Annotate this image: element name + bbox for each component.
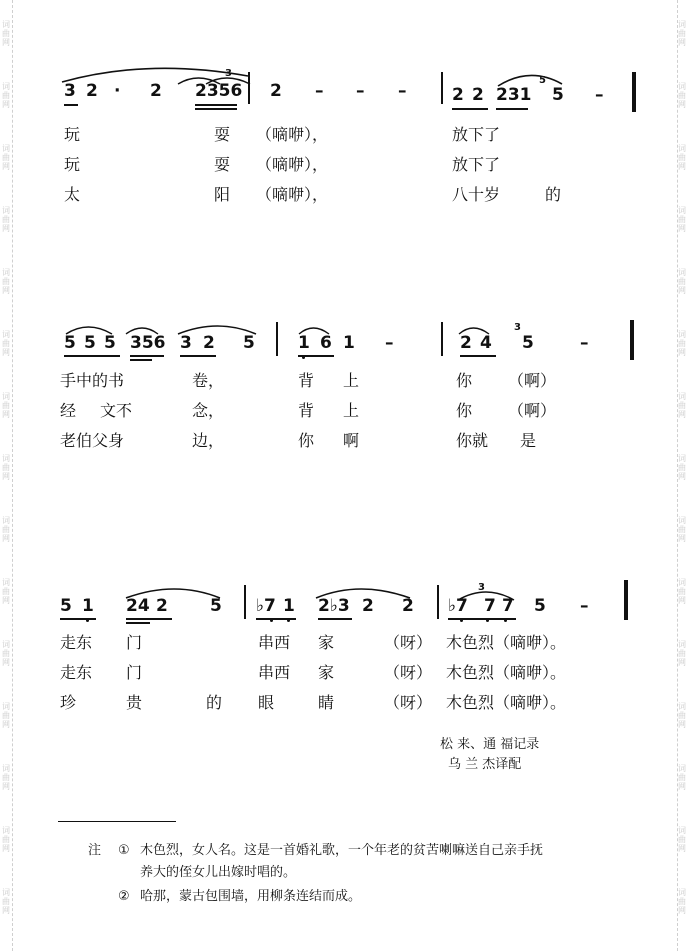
watermark-text: 词 曲 网 [2, 702, 10, 729]
watermark-text: 词 曲 网 [678, 640, 686, 667]
lyric: （啊） [508, 401, 557, 420]
grace-note: 3 [225, 68, 232, 79]
barline [632, 72, 636, 112]
lyric: （嘀咿）， [256, 185, 329, 204]
note: 5 [104, 333, 116, 353]
watermark-text: 词 曲 网 [2, 640, 10, 667]
lyric: 你就 [456, 431, 489, 450]
note: 5 [243, 333, 255, 353]
note: ♭7 [256, 596, 276, 616]
lyric: 边， [192, 431, 225, 450]
footnote-1-marker: ① [118, 843, 130, 858]
underline [496, 108, 528, 110]
underline [126, 618, 172, 620]
watermark-text: 词 曲 网 [678, 268, 686, 295]
watermark-text: 词 曲 网 [678, 516, 686, 543]
note: 1 [82, 596, 94, 616]
watermark-text: 词 曲 网 [678, 454, 686, 481]
footnote-1: 木色烈，女人名。这是一首婚礼歌，一个年老的贫苦喇嘛送自己亲手抚 [140, 843, 544, 858]
lyric: 你 [456, 371, 473, 390]
watermark-text: 词 曲 网 [678, 144, 686, 171]
lyric: （嘀咿）， [256, 125, 329, 144]
lyric: （呀） [384, 663, 433, 682]
watermark-text: 词 曲 网 [2, 82, 10, 109]
dash: – [315, 81, 324, 101]
underline [318, 618, 352, 620]
lyric: 经 [60, 401, 77, 420]
lyric: 念， [192, 401, 225, 420]
lyric: 睛 [318, 693, 335, 712]
lyric: 手中的书 [60, 371, 125, 390]
lyric: 老伯父身 [60, 431, 125, 450]
lyric: 是 [520, 431, 537, 450]
lyric: 上 [343, 371, 360, 390]
note: 2 [203, 333, 215, 353]
lyric: 木色烈（嘀咿）。 [446, 633, 567, 652]
note: 5 [534, 596, 546, 616]
watermark-text: 词 曲 网 [678, 578, 686, 605]
footnote-1-cont: 养大的侄女儿出嫁时唱的。 [140, 865, 297, 880]
watermark-text: 词 曲 网 [2, 330, 10, 357]
footnote-2-marker: ② [118, 889, 130, 904]
watermark-text: 词 曲 网 [678, 330, 686, 357]
lyric: 眼 [258, 693, 275, 712]
lyric: 文不 [100, 401, 133, 420]
note-group: 356 [130, 333, 166, 353]
barline [630, 320, 634, 360]
underline [448, 618, 516, 620]
watermark-text: 词 曲 网 [2, 20, 10, 47]
note: 1 [283, 596, 295, 616]
lyric: 串西 [258, 663, 291, 682]
lyric: 走东 [60, 663, 93, 682]
barline [441, 322, 443, 356]
lyric: 珍 [60, 693, 77, 712]
lyric: 啊 [343, 431, 360, 450]
lyric: 阳 [214, 185, 231, 204]
barline [276, 322, 278, 356]
footnote-label: 注 [88, 843, 102, 858]
underline [452, 108, 488, 110]
underline [64, 355, 120, 357]
note: 6 [320, 333, 332, 353]
lyric: 的 [545, 185, 562, 204]
note: 2 [362, 596, 374, 616]
barline [437, 585, 439, 619]
lyric: （啊） [508, 371, 557, 390]
lyric: 背 [298, 401, 315, 420]
underline [460, 355, 496, 357]
grace-note: 3 [514, 322, 521, 333]
note: 5 [552, 85, 564, 105]
credit-recorded-by: 松 来、通 福记录 [440, 737, 540, 752]
note: 2 [460, 333, 472, 353]
watermark-text: 词 曲 网 [678, 826, 686, 853]
footnote-2: 哈那，蒙古包围墙，用柳条连结而成。 [140, 889, 362, 904]
watermark-text: 词 曲 网 [2, 826, 10, 853]
lyric: （嘀咿）， [256, 155, 329, 174]
note: 5 [64, 333, 76, 353]
grace-note: 5 [539, 75, 546, 86]
lyric: 串西 [258, 633, 291, 652]
lyric: 木色烈（嘀咿）。 [446, 693, 567, 712]
note: 2 [452, 85, 464, 105]
credit-translated-by: 乌 兰 杰译配 [448, 757, 522, 772]
dash: – [356, 81, 365, 101]
dash: – [385, 333, 394, 353]
lyric: 木色烈（嘀咿）。 [446, 663, 567, 682]
watermark-text: 词 曲 网 [678, 82, 686, 109]
watermark-text: 词 曲 网 [678, 888, 686, 915]
lyric: 玩 [64, 155, 81, 174]
note: 1 [298, 333, 310, 353]
watermark-text: 词 曲 网 [2, 268, 10, 295]
note-group: 24 [126, 596, 150, 616]
lyric: （呀） [384, 693, 433, 712]
dash: – [398, 81, 407, 101]
lyric: 耍 [214, 155, 231, 174]
dash: – [580, 596, 589, 616]
barline [248, 72, 250, 104]
watermark-text: 词 曲 网 [2, 454, 10, 481]
underline [195, 104, 237, 106]
note: 2 [270, 81, 282, 101]
note: ♭7 [448, 596, 468, 616]
note: 2 [156, 596, 168, 616]
note-group: 2♭3 [318, 596, 350, 616]
underline [130, 359, 152, 361]
footnote-divider [58, 821, 176, 822]
underline [60, 618, 96, 620]
lyric: 贵 [126, 693, 143, 712]
lyric: 家 [318, 633, 335, 652]
lyric: 走东 [60, 633, 93, 652]
lyric: 你 [298, 431, 315, 450]
underline [256, 618, 296, 620]
lyric: 门 [126, 663, 143, 682]
note: 3 [64, 81, 76, 101]
watermark-text: 词 曲 网 [2, 888, 10, 915]
note: 7 [502, 596, 514, 616]
watermark-text: 词 曲 网 [2, 764, 10, 791]
note: 7 [484, 596, 496, 616]
watermark-text: 词 曲 网 [2, 206, 10, 233]
lyric: （呀） [384, 633, 433, 652]
lyric: 你 [456, 401, 473, 420]
underline [298, 355, 334, 357]
lyric: 上 [343, 401, 360, 420]
barline [244, 585, 246, 619]
underline [195, 108, 237, 110]
watermark-text: 词 曲 网 [2, 144, 10, 171]
watermark-text: 词 曲 网 [678, 702, 686, 729]
note: 5 [84, 333, 96, 353]
note: 2 [472, 85, 484, 105]
dash: – [595, 85, 604, 105]
note: 3 [180, 333, 192, 353]
barline [441, 72, 443, 104]
lyric: 家 [318, 663, 335, 682]
lyric: 耍 [214, 125, 231, 144]
note: 2 [86, 81, 98, 101]
watermark-text: 词 曲 网 [678, 20, 686, 47]
underline [64, 104, 78, 106]
watermark-text: 词 曲 网 [2, 392, 10, 419]
watermark-text: 词 曲 网 [678, 206, 686, 233]
lyric: 背 [298, 371, 315, 390]
barline [624, 580, 628, 620]
underline [126, 622, 150, 624]
note: 4 [480, 333, 492, 353]
grace-note: 3 [478, 582, 485, 593]
note: 5 [60, 596, 72, 616]
note-group: 231 [496, 85, 532, 105]
lyric: 八十岁 [452, 185, 501, 204]
watermark-text: 词 曲 网 [678, 764, 686, 791]
watermark-text: 词 曲 网 [2, 578, 10, 605]
lyric: 放下了 [452, 155, 501, 174]
note: 2 [150, 81, 162, 101]
watermark-text: 词 曲 网 [2, 516, 10, 543]
watermark-text: 词 曲 网 [678, 392, 686, 419]
dash: – [580, 333, 589, 353]
underline [130, 355, 164, 357]
note-group: 2356 [195, 81, 243, 101]
note: 1 [343, 333, 355, 353]
lyric-line-1a: 玩 [64, 125, 81, 144]
note: 5 [522, 333, 534, 353]
note: 2 [402, 596, 414, 616]
lyric: 卷， [192, 371, 225, 390]
lyric: 门 [126, 633, 143, 652]
lyric: 放下了 [452, 125, 501, 144]
note: 5 [210, 596, 222, 616]
lyric: 的 [206, 693, 223, 712]
underline [180, 355, 216, 357]
lyric: 太 [64, 185, 81, 204]
dot-note: · [114, 81, 121, 101]
